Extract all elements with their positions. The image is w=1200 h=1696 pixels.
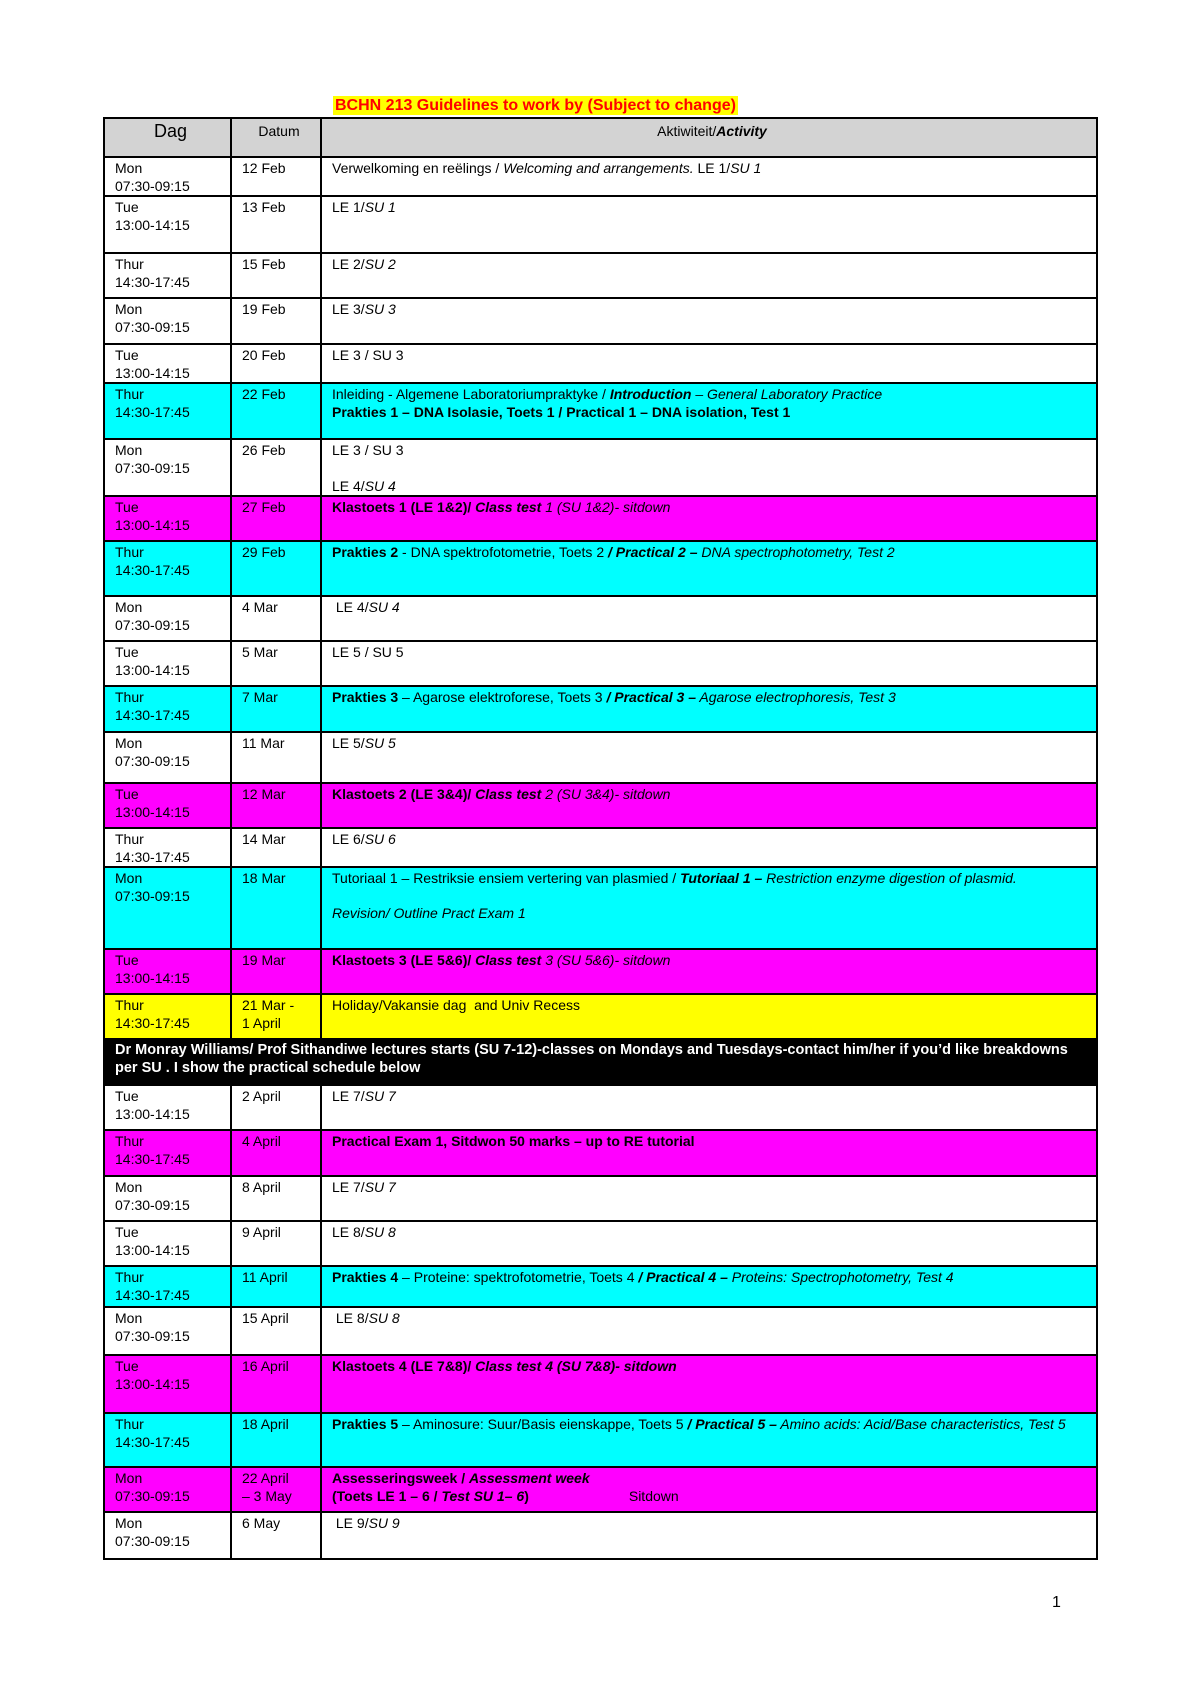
day-cell: Thur 14:30-17:45	[104, 994, 231, 1039]
activity-cell: Klastoets 2 (LE 3&4)/ Class test 2 (SU 3&4)- sitdown	[321, 783, 1097, 828]
activity-cell: LE 5 / SU 5	[321, 641, 1097, 686]
activity-cell: LE 3 / SU 3	[321, 344, 1097, 383]
activity-cell: LE 7/SU 7	[321, 1176, 1097, 1221]
day-cell: Tue 13:00-14:15	[104, 496, 231, 541]
day-cell: Mon 07:30-09:15	[104, 298, 231, 344]
table-row	[104, 1467, 1097, 1512]
table-row	[104, 1512, 1097, 1559]
date-cell: 16 April	[231, 1355, 321, 1413]
day-cell: Tue 13:00-14:15	[104, 196, 231, 253]
activity-cell: Klastoets 4 (LE 7&8)/ Class test 4 (SU 7&8)- sitdown	[321, 1355, 1097, 1413]
date-cell: 19 Feb	[231, 298, 321, 344]
date-cell: 22 April – 3 May	[231, 1467, 321, 1512]
activity-cell: Klastoets 1 (LE 1&2)/ Class test 1 (SU 1&2)- sitdown	[321, 496, 1097, 541]
table-row	[104, 732, 1097, 783]
announcement-banner-row	[104, 1039, 1097, 1085]
header-activity: Aktiwiteit/Activity	[321, 118, 1097, 157]
table-row	[104, 641, 1097, 686]
day-cell: Mon 07:30-09:15	[104, 867, 231, 949]
activity-cell: Assesseringsweek / Assessment week (Toets LE 1 – 6 / Test SU 1– 6) Sitdown	[321, 1467, 1097, 1512]
table-row	[104, 828, 1097, 867]
date-cell: 5 Mar	[231, 641, 321, 686]
day-cell: Tue 13:00-14:15	[104, 641, 231, 686]
day-cell: Mon 07:30-09:15	[104, 596, 231, 641]
table-header-row	[104, 118, 1097, 157]
date-cell: 7 Mar	[231, 686, 321, 732]
table-row	[104, 867, 1097, 949]
activity-cell: LE 8/SU 8	[321, 1221, 1097, 1266]
day-cell: Mon 07:30-09:15	[104, 1176, 231, 1221]
table-row	[104, 157, 1097, 196]
date-cell: 12 Feb	[231, 157, 321, 196]
table-row	[104, 1307, 1097, 1355]
day-cell: Mon 07:30-09:15	[104, 157, 231, 196]
date-cell: 14 Mar	[231, 828, 321, 867]
table-row	[104, 541, 1097, 596]
activity-cell: Prakties 5 – Aminosure: Suur/Basis eienskappe, Toets 5 / Practical 5 – Amino acids: Acid/Base characteristics, Test 5	[321, 1413, 1097, 1467]
date-cell: 27 Feb	[231, 496, 321, 541]
table-row	[104, 496, 1097, 541]
activity-cell: Prakties 2 - DNA spektrofotometrie, Toets 2 / Practical 2 – DNA spectrophotometry, Test 2	[321, 541, 1097, 596]
activity-cell: LE 3 / SU 3 LE 4/SU 4	[321, 439, 1097, 496]
activity-cell: LE 6/SU 6	[321, 828, 1097, 867]
activity-cell: LE 7/SU 7	[321, 1085, 1097, 1130]
activity-cell: Inleiding - Algemene Laboratoriumpraktyke / Introduction – General Laboratory Practice Prakties 1 – DNA Isolasie, Toets 1 / Practical 1 – DNA isolation, Test 1	[321, 383, 1097, 439]
day-cell: Thur 14:30-17:45	[104, 1130, 231, 1176]
table-row	[104, 253, 1097, 298]
date-cell: 15 April	[231, 1307, 321, 1355]
date-cell: 15 Feb	[231, 253, 321, 298]
date-cell: 20 Feb	[231, 344, 321, 383]
day-cell: Thur 14:30-17:45	[104, 1413, 231, 1467]
table-row	[104, 196, 1097, 253]
day-cell: Tue 13:00-14:15	[104, 1085, 231, 1130]
table-row	[104, 1413, 1097, 1467]
table-row	[104, 1221, 1097, 1266]
day-cell: Tue 13:00-14:15	[104, 783, 231, 828]
table-row	[104, 783, 1097, 828]
date-cell: 9 April	[231, 1221, 321, 1266]
activity-cell: Practical Exam 1, Sitdwon 50 marks – up to RE tutorial	[321, 1130, 1097, 1176]
table-row	[104, 439, 1097, 496]
document-title: BCHN 213 Guidelines to work by (Subject to change)	[335, 97, 736, 114]
activity-cell: Tutoriaal 1 – Restriksie ensiem vertering van plasmied / Tutoriaal 1 – Restriction enzyme digestion of plasmid. Revision/ Outline Pract Exam 1	[321, 867, 1097, 949]
date-cell: 21 Mar - 1 April	[231, 994, 321, 1039]
day-cell: Mon 07:30-09:15	[104, 1467, 231, 1512]
table-row	[104, 1355, 1097, 1413]
activity-cell: Holiday/Vakansie dag and Univ Recess	[321, 994, 1097, 1039]
date-cell: 29 Feb	[231, 541, 321, 596]
date-cell: 4 Mar	[231, 596, 321, 641]
day-cell: Thur 14:30-17:45	[104, 383, 231, 439]
day-cell: Mon 07:30-09:15	[104, 1512, 231, 1559]
day-cell: Mon 07:30-09:15	[104, 439, 231, 496]
day-cell: Thur 14:30-17:45	[104, 541, 231, 596]
table-row	[104, 298, 1097, 344]
day-cell: Tue 13:00-14:15	[104, 949, 231, 994]
day-cell: Thur 14:30-17:45	[104, 686, 231, 732]
table-row	[104, 596, 1097, 641]
activity-cell: Klastoets 3 (LE 5&6)/ Class test 3 (SU 5&6)- sitdown	[321, 949, 1097, 994]
header-dag: Dag	[104, 118, 231, 157]
date-cell: 19 Mar	[231, 949, 321, 994]
date-cell: 8 April	[231, 1176, 321, 1221]
activity-cell: LE 5/SU 5	[321, 732, 1097, 783]
table-row	[104, 1130, 1097, 1176]
day-cell: Thur 14:30-17:45	[104, 1266, 231, 1307]
table-row	[104, 1085, 1097, 1130]
table-row	[104, 994, 1097, 1039]
day-cell: Mon 07:30-09:15	[104, 1307, 231, 1355]
day-cell: Tue 13:00-14:15	[104, 1355, 231, 1413]
day-cell: Tue 13:00-14:15	[104, 1221, 231, 1266]
date-cell: 4 April	[231, 1130, 321, 1176]
activity-cell: Verwelkoming en reëlings / Welcoming and arrangements. LE 1/SU 1	[321, 157, 1097, 196]
date-cell: 11 April	[231, 1266, 321, 1307]
activity-cell: LE 1/SU 1	[321, 196, 1097, 253]
date-cell: 22 Feb	[231, 383, 321, 439]
date-cell: 6 May	[231, 1512, 321, 1559]
table-row	[104, 1266, 1097, 1307]
day-cell: Thur 14:30-17:45	[104, 828, 231, 867]
activity-cell: LE 3/SU 3	[321, 298, 1097, 344]
table-row	[104, 1176, 1097, 1221]
activity-cell: Prakties 4 – Proteine: spektrofotometrie, Toets 4 / Practical 4 – Proteins: Spectrophotometry, Test 4	[321, 1266, 1097, 1307]
announcement-banner: Dr Monray Williams/ Prof Sithandiwe lectures starts (SU 7-12)-classes on Mondays and Tuesdays-contact him/her if you’d like breakdowns per SU . I show the practical schedule below	[104, 1039, 1097, 1085]
table-row	[104, 383, 1097, 439]
date-cell: 18 April	[231, 1413, 321, 1467]
date-cell: 18 Mar	[231, 867, 321, 949]
day-cell: Tue 13:00-14:15	[104, 344, 231, 383]
activity-cell: Prakties 3 – Agarose elektroforese, Toets 3 / Practical 3 – Agarose electrophoresis, Test 3	[321, 686, 1097, 732]
day-cell: Mon 07:30-09:15	[104, 732, 231, 783]
table-row	[104, 686, 1097, 732]
schedule-table	[103, 117, 1098, 1560]
date-cell: 12 Mar	[231, 783, 321, 828]
page-number: 1	[1052, 1594, 1061, 1611]
day-cell: Thur 14:30-17:45	[104, 253, 231, 298]
date-cell: 13 Feb	[231, 196, 321, 253]
activity-cell: LE 9/SU 9	[321, 1512, 1097, 1559]
activity-cell: LE 4/SU 4	[321, 596, 1097, 641]
date-cell: 11 Mar	[231, 732, 321, 783]
date-cell: 2 April	[231, 1085, 321, 1130]
activity-cell: LE 2/SU 2	[321, 253, 1097, 298]
table-row	[104, 344, 1097, 383]
table-row	[104, 949, 1097, 994]
header-datum: Datum	[231, 118, 321, 157]
date-cell: 26 Feb	[231, 439, 321, 496]
activity-cell: LE 8/SU 8	[321, 1307, 1097, 1355]
